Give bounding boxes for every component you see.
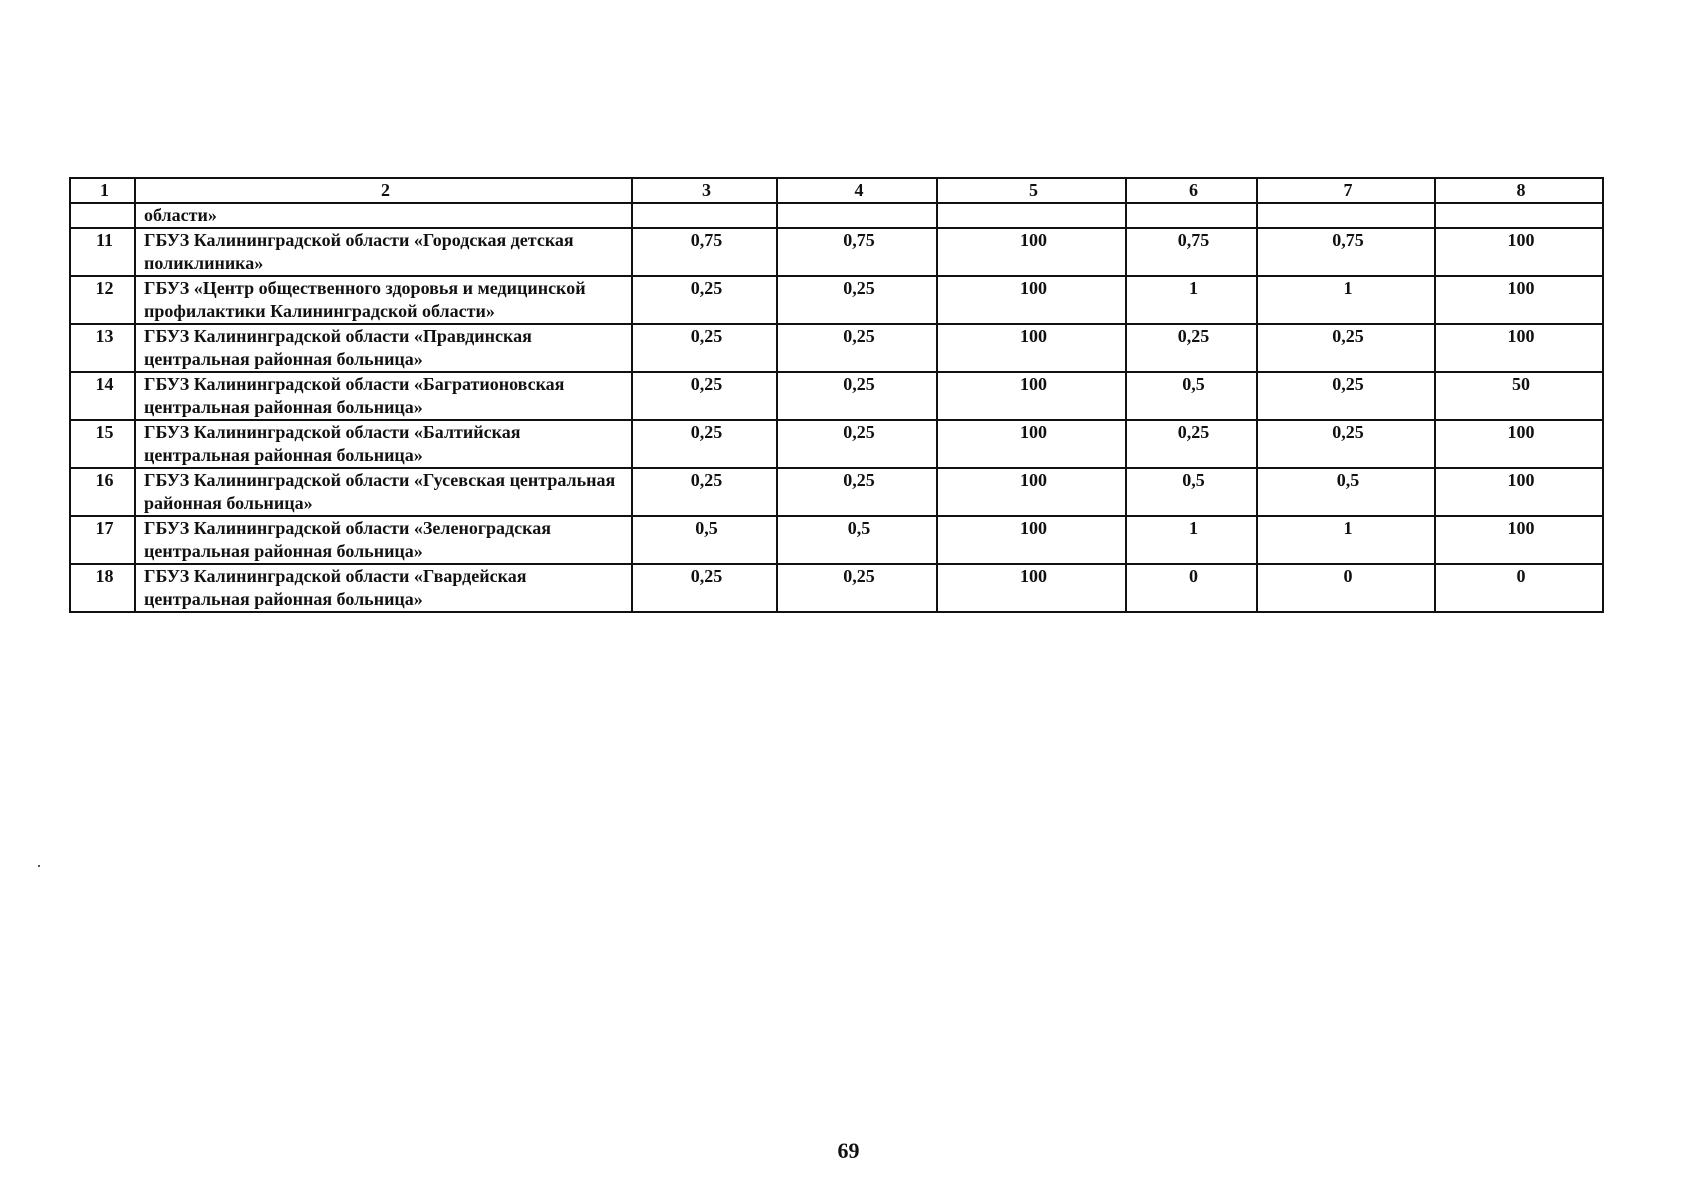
value-cell-col5: 100 xyxy=(937,516,1126,564)
value-cell-col4: 0,25 xyxy=(777,468,937,516)
value-cell-col4: 0,25 xyxy=(777,324,937,372)
column-number-4: 4 xyxy=(777,178,937,203)
value-cell-col5: 100 xyxy=(937,564,1126,612)
value-cell-col4: 0,25 xyxy=(777,564,937,612)
column-number-7: 7 xyxy=(1257,178,1435,203)
value-cell-col6: 0,25 xyxy=(1126,420,1257,468)
value-cell-col7: 0,25 xyxy=(1257,372,1435,420)
column-number-6: 6 xyxy=(1126,178,1257,203)
value-cell-col6: 1 xyxy=(1126,516,1257,564)
value-cell-col8: 100 xyxy=(1435,468,1603,516)
row-number-cell: 17 xyxy=(70,516,135,564)
value-cell-col3: 0,25 xyxy=(632,372,777,420)
value-cell-col5: 100 xyxy=(937,228,1126,276)
value-cell-col6: 0,5 xyxy=(1126,468,1257,516)
value-cell-col8: 100 xyxy=(1435,324,1603,372)
value-cell-col7: 0,75 xyxy=(1257,228,1435,276)
column-number-3: 3 xyxy=(632,178,777,203)
value-cell xyxy=(937,203,1126,228)
value-cell xyxy=(1435,203,1603,228)
institution-name-cell: ГБУЗ Калининградской области «Багратионовская центральная районная больница» xyxy=(135,372,632,420)
row-number-cell: 12 xyxy=(70,276,135,324)
institution-name-cell: ГБУЗ Калининградской области «Гусевская центральная районная больница» xyxy=(135,468,632,516)
value-cell-col6: 0,25 xyxy=(1126,324,1257,372)
column-number-1: 1 xyxy=(70,178,135,203)
value-cell-col5: 100 xyxy=(937,372,1126,420)
value-cell-col3: 0,25 xyxy=(632,276,777,324)
value-cell-col7: 1 xyxy=(1257,276,1435,324)
value-cell-col8: 50 xyxy=(1435,372,1603,420)
value-cell-col6: 0 xyxy=(1126,564,1257,612)
value-cell xyxy=(632,203,777,228)
value-cell-col4: 0,25 xyxy=(777,276,937,324)
column-number-5: 5 xyxy=(937,178,1126,203)
value-cell-col7: 0,5 xyxy=(1257,468,1435,516)
row-number-cell xyxy=(70,203,135,228)
value-cell-col6: 0,5 xyxy=(1126,372,1257,420)
value-cell xyxy=(1126,203,1257,228)
value-cell-col4: 0,75 xyxy=(777,228,937,276)
value-cell-col4: 0,5 xyxy=(777,516,937,564)
table-row xyxy=(70,468,1603,516)
value-cell-col5: 100 xyxy=(937,276,1126,324)
value-cell-col8: 0 xyxy=(1435,564,1603,612)
column-number-2: 2 xyxy=(135,178,632,203)
value-cell-col5: 100 xyxy=(937,324,1126,372)
value-cell-col7: 1 xyxy=(1257,516,1435,564)
table-row xyxy=(70,516,1603,564)
row-number-cell: 13 xyxy=(70,324,135,372)
value-cell-col3: 0,25 xyxy=(632,420,777,468)
data-table xyxy=(69,177,1604,613)
table-row xyxy=(70,276,1603,324)
value-cell-col5: 100 xyxy=(937,468,1126,516)
column-number-8: 8 xyxy=(1435,178,1603,203)
institution-name-cell: ГБУЗ «Центр общественного здоровья и медицинской профилактики Калининградской области» xyxy=(135,276,632,324)
value-cell xyxy=(1257,203,1435,228)
institution-name-cell: области» xyxy=(135,203,632,228)
value-cell-col6: 0,75 xyxy=(1126,228,1257,276)
value-cell-col4: 0,25 xyxy=(777,420,937,468)
value-cell-col3: 0,25 xyxy=(632,564,777,612)
row-number-cell: 15 xyxy=(70,420,135,468)
row-number-cell: 11 xyxy=(70,228,135,276)
table-row-continuation xyxy=(70,203,1603,228)
institution-name-cell: ГБУЗ Калининградской области «Зеленоградская центральная районная больница» xyxy=(135,516,632,564)
table-header-row xyxy=(70,178,1603,203)
institution-name-cell: ГБУЗ Калининградской области «Гвардейская центральная районная больница» xyxy=(135,564,632,612)
row-number-cell: 16 xyxy=(70,468,135,516)
value-cell-col3: 0,5 xyxy=(632,516,777,564)
table-row xyxy=(70,324,1603,372)
institution-name-cell: ГБУЗ Калининградской области «Правдинская центральная районная больница» xyxy=(135,324,632,372)
value-cell-col3: 0,25 xyxy=(632,468,777,516)
value-cell-col7: 0,25 xyxy=(1257,420,1435,468)
value-cell xyxy=(777,203,937,228)
value-cell-col7: 0 xyxy=(1257,564,1435,612)
table-row xyxy=(70,372,1603,420)
value-cell-col3: 0,75 xyxy=(632,228,777,276)
scan-speck xyxy=(38,865,40,867)
table-row xyxy=(70,564,1603,612)
value-cell-col7: 0,25 xyxy=(1257,324,1435,372)
institution-name-cell: ГБУЗ Калининградской области «Балтийская центральная районная больница» xyxy=(135,420,632,468)
value-cell-col8: 100 xyxy=(1435,516,1603,564)
value-cell-col8: 100 xyxy=(1435,228,1603,276)
table-row xyxy=(70,228,1603,276)
value-cell-col8: 100 xyxy=(1435,276,1603,324)
value-cell-col6: 1 xyxy=(1126,276,1257,324)
value-cell-col5: 100 xyxy=(937,420,1126,468)
value-cell-col3: 0,25 xyxy=(632,324,777,372)
institution-name-cell: ГБУЗ Калининградской области «Городская детская поликлиника» xyxy=(135,228,632,276)
table-row xyxy=(70,420,1603,468)
value-cell-col8: 100 xyxy=(1435,420,1603,468)
value-cell-col4: 0,25 xyxy=(777,372,937,420)
row-number-cell: 18 xyxy=(70,564,135,612)
row-number-cell: 14 xyxy=(70,372,135,420)
page-number: 69 xyxy=(837,1138,860,1163)
